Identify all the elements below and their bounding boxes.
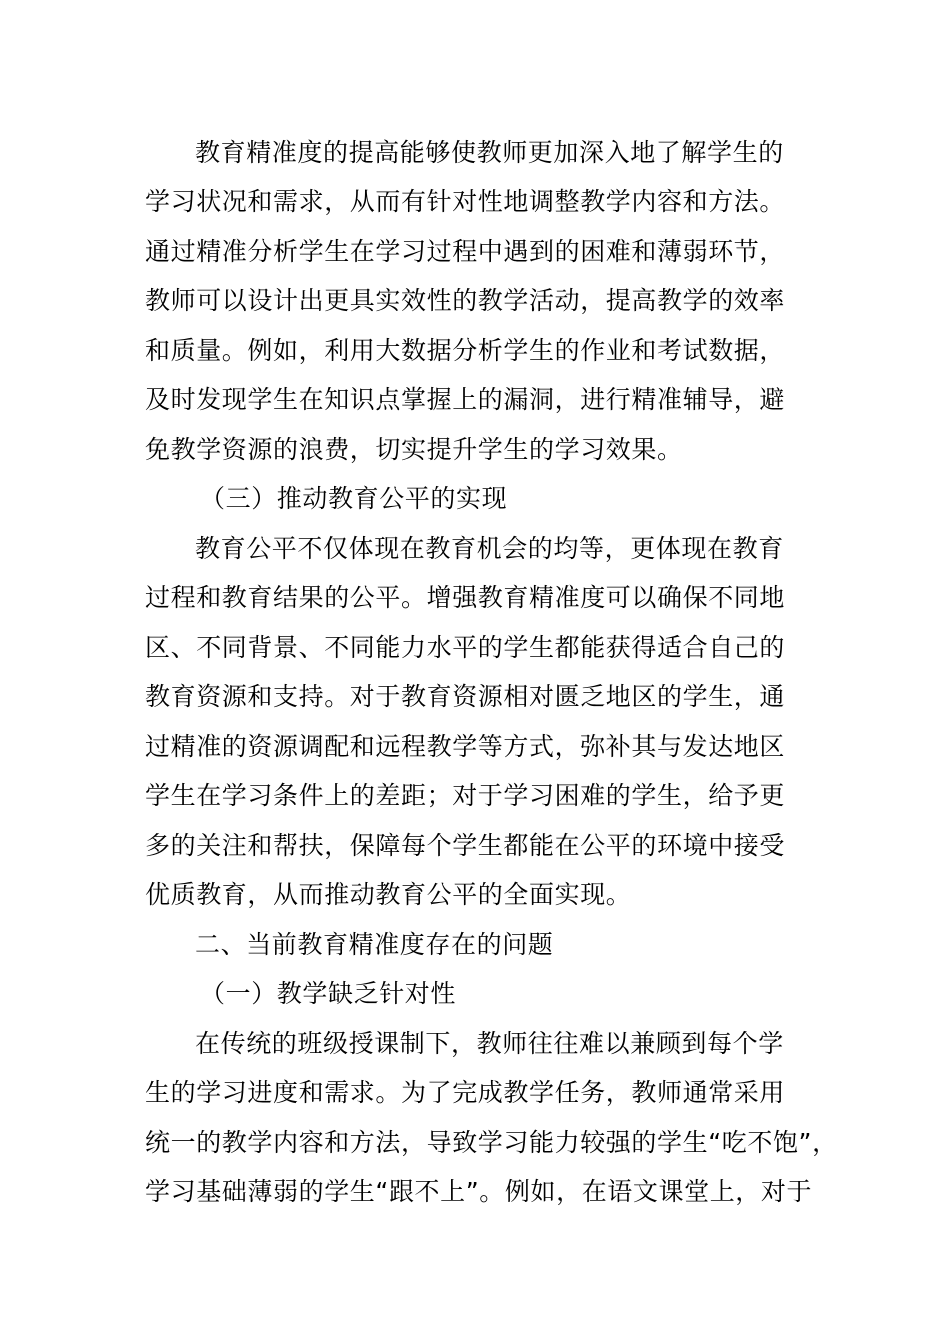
paragraph-line: 通过精准分析学生在学习过程中遇到的困难和薄弱环节，	[145, 237, 786, 266]
paragraph-line: 过精准的资源调配和远程教学等方式，弥补其与发达地区	[145, 732, 786, 761]
paragraph-line: 及时发现学生在知识点掌握上的漏洞，进行精准辅导，避	[145, 385, 786, 414]
paragraph-line: 教育公平不仅体现在教育机会的均等，更体现在教育	[195, 534, 784, 563]
paragraph-line: 优质教育，从而推动教育公平的全面实现。	[145, 880, 632, 909]
section-subheading: （一）教学缺乏针对性	[200, 979, 457, 1008]
paragraph-line: 学生在学习条件上的差距；对于学习困难的学生，给予更	[145, 781, 786, 810]
section-heading: 二、当前教育精准度存在的问题	[195, 930, 554, 959]
paragraph-line: 免教学资源的浪费，切实提升学生的学习效果。	[145, 435, 683, 464]
paragraph-line: 区、不同背景、不同能力水平的学生都能获得适合自己的	[145, 633, 786, 662]
paragraph-line: 教育资源和支持。对于教育资源相对匮乏地区的学生，通	[145, 682, 786, 711]
paragraph-line: 学习基础薄弱的学生“跟不上”。例如，在语文课堂上，对于	[145, 1177, 813, 1206]
paragraph-line: 和质量。例如，利用大数据分析学生的作业和考试数据，	[145, 336, 786, 365]
paragraph-line: 学习状况和需求，从而有针对性地调整教学内容和方法。	[145, 187, 786, 216]
section-subheading: （三）推动教育公平的实现	[200, 484, 508, 513]
paragraph-line: 统一的教学内容和方法，导致学习能力较强的学生“吃不饱”，	[145, 1128, 838, 1157]
paragraph-line: 教育精准度的提高能够使教师更加深入地了解学生的	[195, 138, 784, 167]
paragraph-line: 教师可以设计出更具实效性的教学活动，提高教学的效率	[145, 286, 786, 315]
paragraph-line: 过程和教育结果的公平。增强教育精准度可以确保不同地	[145, 583, 786, 612]
paragraph-line: 在传统的班级授课制下，教师往往难以兼顾到每个学	[195, 1029, 784, 1058]
paragraph-line: 多的关注和帮扶，保障每个学生都能在公平的环境中接受	[145, 831, 786, 860]
paragraph-line: 生的学习进度和需求。为了完成教学任务，教师通常采用	[145, 1078, 786, 1107]
